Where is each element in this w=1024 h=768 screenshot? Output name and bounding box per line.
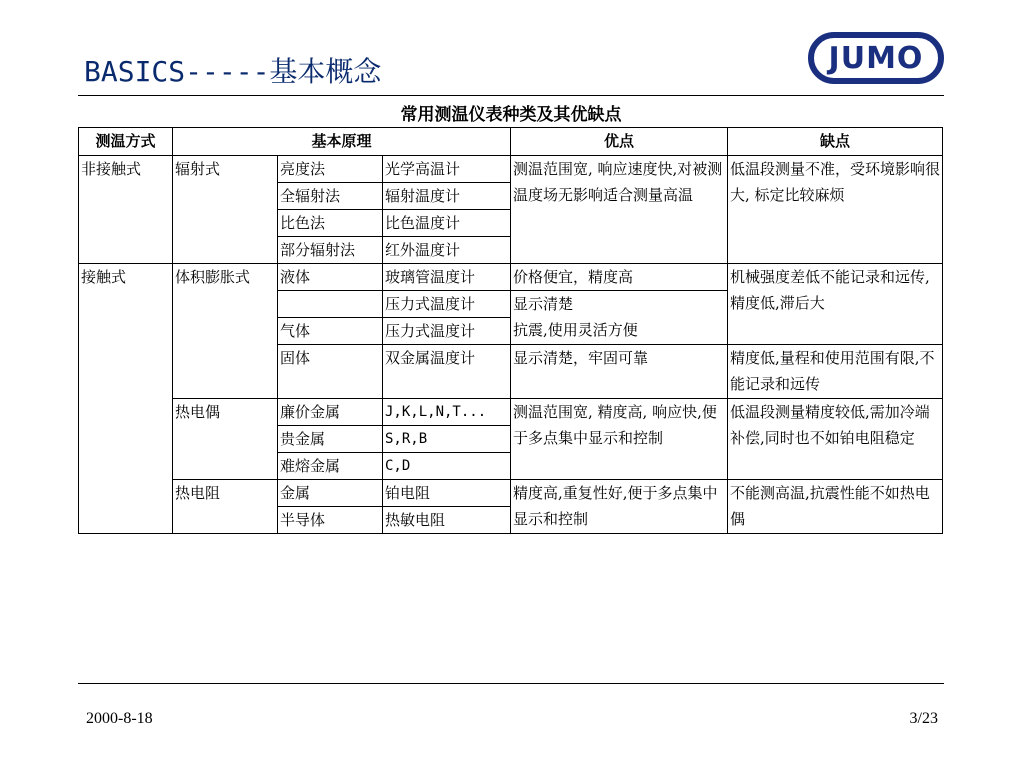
footer-date: 2000-8-18	[86, 710, 153, 727]
principle-cell: 廉价金属	[278, 399, 383, 426]
principle-cell: 部分辐射法	[278, 237, 383, 264]
cons-cell: 不能测高温,抗震性能不如热电偶	[728, 480, 943, 534]
cons-cell: 低温段测量精度较低,需加冷端补偿,同时也不如铂电阻稳定	[728, 399, 943, 480]
instrument-cell: J,K,L,N,T...	[383, 399, 511, 426]
type-cell: 热电偶	[173, 399, 278, 480]
pros-cell	[511, 291, 728, 345]
principle-cell: 半导体	[278, 507, 383, 534]
principle-cell: 全辐射法	[278, 183, 383, 210]
pros-line: 显示清楚	[513, 295, 574, 313]
instrument-cell: 铂电阻	[383, 480, 511, 507]
principle-cell: 液体	[278, 264, 383, 291]
instrument-cell: C,D	[383, 453, 511, 480]
table-row	[79, 399, 943, 426]
instrument-cell: 光学高温计	[383, 156, 511, 183]
pros-cell: 精度高,重复性好,便于多点集中显示和控制	[511, 480, 728, 534]
cons-cell: 低温段测量不准，受环境影响很大, 标定比较麻烦	[728, 156, 943, 264]
instrument-cell: 热敏电阻	[383, 507, 511, 534]
instrument-cell: 红外温度计	[383, 237, 511, 264]
table-header-row	[79, 128, 943, 156]
footer-divider	[78, 683, 944, 684]
instrument-cell: 辐射温度计	[383, 183, 511, 210]
type-cell: 体积膨胀式	[173, 264, 278, 399]
pros-line: 抗震,使用灵活方便	[513, 321, 638, 339]
pros-cell: 价格便宜，精度高	[511, 264, 728, 291]
page-title: BASICS-----基本概念	[84, 55, 382, 88]
table-row	[79, 264, 943, 291]
table-title: 常用测温仪表种类及其优缺点	[400, 105, 622, 125]
principle-cell	[278, 291, 383, 318]
instrument-cell: 压力式温度计	[383, 291, 511, 318]
header-cons: 缺点	[728, 128, 943, 156]
header-pros: 优点	[511, 128, 728, 156]
thermometer-comparison-table	[78, 127, 943, 534]
principle-cell: 固体	[278, 345, 383, 399]
jumo-logo	[808, 32, 944, 84]
logo-text: JUMO	[828, 40, 924, 76]
principle-cell: 亮度法	[278, 156, 383, 183]
table-row	[79, 480, 943, 507]
instrument-cell: S,R,B	[383, 426, 511, 453]
instrument-cell: 压力式温度计	[383, 318, 511, 345]
type-cell: 热电阻	[173, 480, 278, 534]
pros-cell: 测温范围宽, 精度高, 响应快,便于多点集中显示和控制	[511, 399, 728, 480]
principle-cell: 难熔金属	[278, 453, 383, 480]
header-principle: 基本原理	[173, 128, 511, 156]
type-cell: 辐射式	[173, 156, 278, 264]
pros-cell: 测温范围宽, 响应速度快,对被测温度场无影响适合测量高温	[511, 156, 728, 264]
instrument-cell: 双金属温度计	[383, 345, 511, 399]
cons-cell: 机械强度差低不能记录和远传,精度低,滞后大	[728, 264, 943, 345]
instrument-cell: 玻璃管温度计	[383, 264, 511, 291]
principle-cell: 金属	[278, 480, 383, 507]
method-cell: 非接触式	[79, 156, 173, 264]
principle-cell: 比色法	[278, 210, 383, 237]
method-cell: 接触式	[79, 264, 173, 534]
table-row	[79, 156, 943, 183]
principle-cell: 贵金属	[278, 426, 383, 453]
instrument-cell: 比色温度计	[383, 210, 511, 237]
cons-cell: 精度低,量程和使用范围有限,不能记录和远传	[728, 345, 943, 399]
pros-cell: 显示清楚，牢固可靠	[511, 345, 728, 399]
page-number: 3/23	[909, 710, 938, 727]
principle-cell: 气体	[278, 318, 383, 345]
header-divider	[78, 95, 944, 96]
header-method: 测温方式	[79, 128, 173, 156]
